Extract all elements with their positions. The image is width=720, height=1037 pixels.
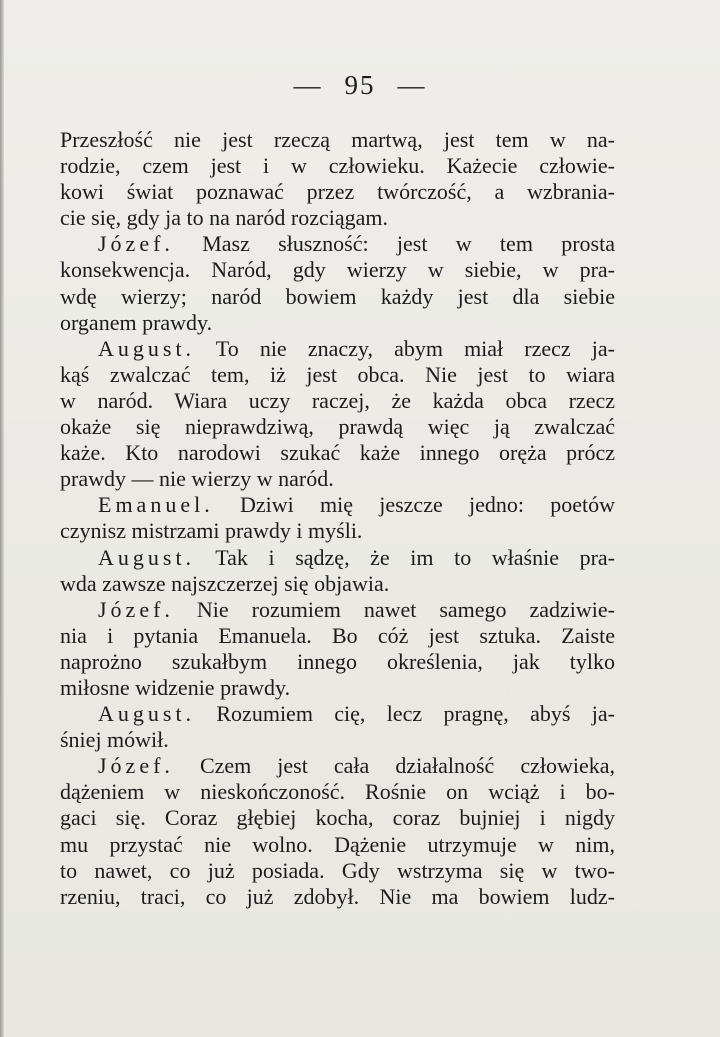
line-text: konsekwencja. Naród, gdy wierzy w siebie, w pra- xyxy=(60,257,615,283)
line-text: śniej mówił. xyxy=(60,727,169,753)
line-text: miłosne widzenie prawdy. xyxy=(60,674,291,700)
line-text: kowi świat poznawać przez twórczość, a wzbrania- xyxy=(60,179,615,205)
page-number-dash-left: — xyxy=(293,70,323,100)
text-line xyxy=(60,753,615,779)
text-line xyxy=(60,466,615,492)
speaker-name: August. xyxy=(98,544,196,570)
text-line xyxy=(60,518,615,544)
text-line xyxy=(60,388,615,414)
speaker-name: August. xyxy=(98,701,196,727)
text-line xyxy=(60,805,615,831)
line-text: wdę wierzy; naród bowiem każdy jest dla siebie xyxy=(60,283,615,309)
text-line xyxy=(60,440,615,466)
text-line xyxy=(60,205,615,231)
text-line xyxy=(60,597,615,623)
line-text: naprożno szukałbym innego określenia, jak tylko xyxy=(60,648,615,674)
body-text xyxy=(60,127,615,910)
page-edge-shadow xyxy=(0,0,4,1037)
speaker-name: Józef. xyxy=(98,596,174,622)
line-text: dążeniem w nieskończoność. Rośnie on wciąż i bo- xyxy=(60,779,615,805)
text-line xyxy=(60,336,615,362)
text-line xyxy=(60,701,615,727)
line-text: Tak i sądzę, że im to właśnie pra- xyxy=(195,544,615,570)
text-line xyxy=(60,571,615,597)
text-line xyxy=(60,492,615,518)
line-text: kąś zwalczać tem, iż jest obca. Nie jest to wiara xyxy=(60,361,615,387)
line-text: mu przystać nie wolno. Dążenie utrzymuje w nim, xyxy=(60,831,615,857)
line-text: Dziwi mię jeszcze jedno: poetów xyxy=(213,492,615,518)
line-text: każe. Kto narodowi szukać każe innego oręża prócz xyxy=(60,440,615,466)
line-text: gaci się. Coraz głębiej kocha, coraz bujniej i nigdy xyxy=(60,805,615,831)
line-text: Przeszłość nie jest rzeczą martwą, jest tem w na- xyxy=(60,127,615,152)
text-line xyxy=(60,284,615,310)
line-text: prawdy — nie wierzy w naród. xyxy=(60,466,334,492)
line-text: w naród. Wiara uczy raczej, że każda obca rzecz xyxy=(60,387,615,413)
line-text: czynisz mistrzami prawdy i myśli. xyxy=(60,518,363,544)
text-line xyxy=(60,127,615,153)
text-line xyxy=(60,727,615,753)
page-number-header xyxy=(0,70,720,101)
text-line xyxy=(60,414,615,440)
text-line xyxy=(60,231,615,257)
text-line xyxy=(60,545,615,571)
line-text: to nawet, co już posiada. Gdy wstrzyma się w two- xyxy=(60,857,615,883)
line-text: Masz słuszność: jest w tem prosta xyxy=(173,231,615,257)
speaker-name: Józef. xyxy=(98,231,174,257)
line-text: Nie rozumiem nawet samego zadziwie- xyxy=(173,596,615,622)
text-line xyxy=(60,179,615,205)
speaker-name: Emanuel. xyxy=(98,492,214,518)
text-line xyxy=(60,623,615,649)
line-text: organem prawdy. xyxy=(60,309,213,335)
line-text: nia i pytania Emanuela. Bo cóż jest sztuka. Zaiste xyxy=(60,622,615,648)
line-text: wda zawsze najszczerzej się objawia. xyxy=(60,570,390,596)
text-line xyxy=(60,779,615,805)
line-text: To nie znaczy, abym miał rzecz ja- xyxy=(195,335,615,361)
page-number: 95 xyxy=(344,70,376,100)
line-text: cie się, gdy ja to na naród rozciągam. xyxy=(60,205,389,231)
text-line xyxy=(60,675,615,701)
text-line xyxy=(60,858,615,884)
text-line xyxy=(60,310,615,336)
text-line xyxy=(60,362,615,388)
line-text: okaże się nieprawdziwą, prawdą więc ją zwalczać xyxy=(60,414,615,440)
line-text: Rozumiem cię, lecz pragnę, abyś ja- xyxy=(195,701,615,727)
text-line xyxy=(60,153,615,179)
page-number-dash-right: — xyxy=(397,70,427,100)
speaker-name: August. xyxy=(98,335,196,361)
line-text: rodzie, czem jest i w człowieku. Każecie człowie- xyxy=(60,153,615,179)
text-line xyxy=(60,884,615,910)
line-text: rzeniu, traci, co już zdobył. Nie ma bowiem ludz- xyxy=(60,883,615,909)
text-line xyxy=(60,257,615,283)
speaker-name: Józef. xyxy=(98,753,174,779)
text-line xyxy=(60,649,615,675)
line-text: Czem jest cała działalność człowieka, xyxy=(173,753,615,779)
text-line xyxy=(60,832,615,858)
